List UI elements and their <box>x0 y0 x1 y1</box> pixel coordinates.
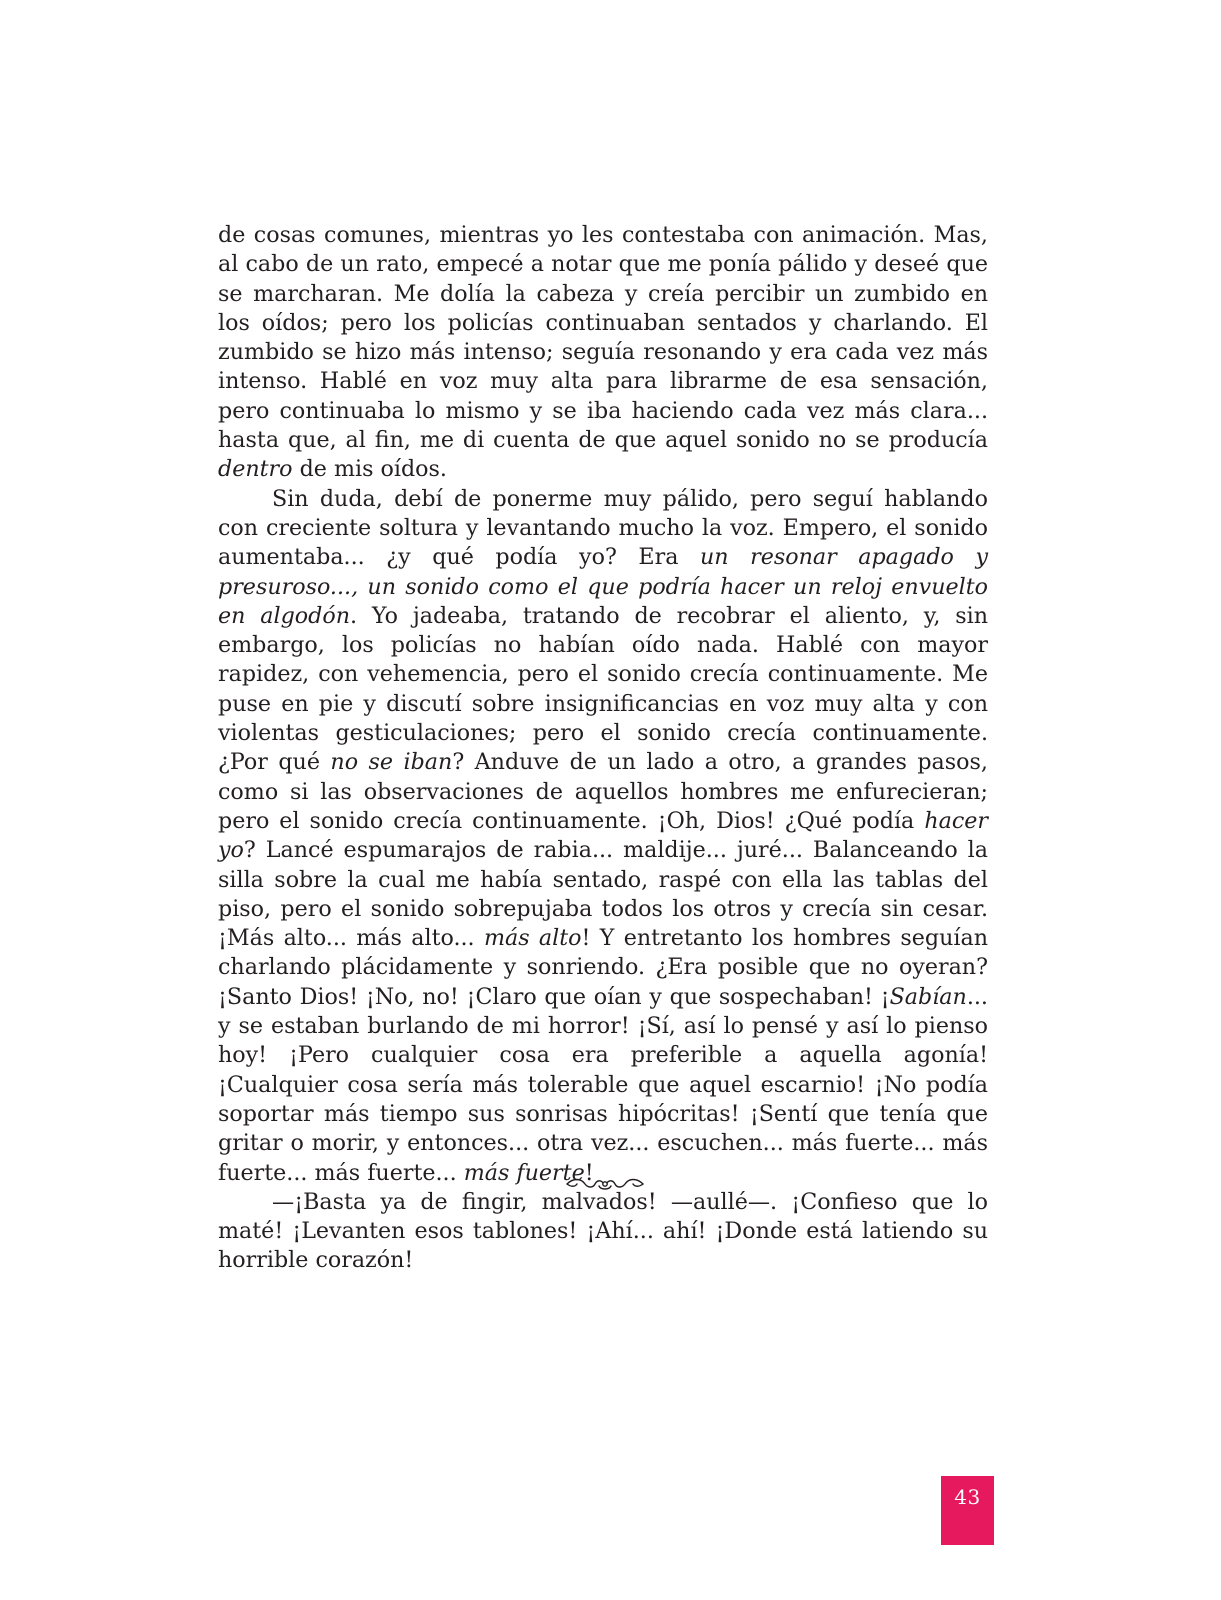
text-run: —¡Basta ya de fingir, malvados! —aullé—. ¡Confieso que lo maté! ¡Levanten esos tablones! ¡Ahí... ahí! ¡Donde está latiendo su horrible corazón! <box>218 1188 988 1274</box>
italic-run: más fuerte <box>463 1159 585 1186</box>
paragraph <box>218 485 988 1188</box>
italic-run: un resonar apagado y presuroso..., un sonido como el que podría hacer un reloj envuelto en algodón <box>218 544 988 629</box>
italic-run: no se iban <box>330 749 453 776</box>
ornamental-flourish-icon <box>563 1172 647 1196</box>
text-run: ... y se estaban burlando de mi horror! ¡Sí, así lo pensé y así lo pienso hoy! ¡Pero cualquier cosa era preferible a aquella agonía! ¡Cualquier cosa sería más tolerable que aquel escarnio! ¡No podía soportar más tiempo sus sonrisas hipócritas! ¡Sentí que tenía que gritar o morir, y entonces... otra vez... escuchen... más fuerte... más fuerte... más fuerte... <box>218 983 988 1186</box>
italic-run: hacer yo <box>218 807 988 864</box>
page-number-badge <box>941 1476 994 1545</box>
italic-run: dentro <box>218 456 293 483</box>
text-run: de mis oídos. <box>292 456 447 483</box>
text-run: ? Lancé espumarajos de rabia... maldije... juré... Balanceando la silla sobre la cual me había sentado, raspé con ella las tablas del piso, pero el sonido sobrepujaba todos los otros y crecía sin cesar. ¡Más alto... más alto... <box>218 837 988 952</box>
text-run: ! <box>584 1159 594 1186</box>
text-run: ? Anduve de un lado a otro, a grandes pasos, como si las observaciones de aquellos hombres me enfurecieran; pero el sonido crecía continuamente. ¡Oh, Dios! ¿Qué podía <box>218 749 988 834</box>
text-run: . Yo jadeaba, tratando de recobrar el aliento, y, sin embargo, los policías no habían oído nada. Hablé con mayor rapidez, con vehemencia, pero el sonido crecía continuamente. Me puse en pie y discutí sobre insignificancias en voz muy alta y con violentas gesticulaciones; pero el sonido crecía continuamente. ¿Por qué <box>218 602 988 776</box>
body-text <box>218 221 988 1276</box>
paragraph <box>218 1188 988 1276</box>
text-run: de cosas comunes, mientras yo les contestaba con animación. Mas, al cabo de un rato, empecé a notar que me ponía pálido y deseé que se marcharan. Me dolía la cabeza y creía percibir un zumbido en los oídos; pero los policías continuaban sentados y charlando. El zumbido se hizo más intenso; seguía resonando y era cada vez más intenso. Hablé en voz muy alta para librarme de esa sensación, pero continuaba lo mismo y se iba haciendo cada vez más clara... hasta que, al fin, me di cuenta de que aquel sonido no se producía <box>218 222 988 454</box>
text-run: Sin duda, debí de ponerme muy pálido, pero seguí hablando con creciente soltura y levantando mucho la voz. Empero, el sonido aumentaba... ¿y qué podía yo? Era <box>218 485 988 571</box>
paragraph <box>218 221 988 485</box>
italic-run: más alto <box>483 925 582 952</box>
text-run: ! Y entretanto los hombres seguían charlando plácidamente y sonriendo. ¿Era posible que no oyeran? ¡Santo Dios! ¡No, no! ¡Claro que oían y que sospechaban! ¡ <box>218 925 988 1010</box>
italic-run: Sabían <box>889 983 967 1010</box>
page-number: 43 <box>954 1485 981 1509</box>
